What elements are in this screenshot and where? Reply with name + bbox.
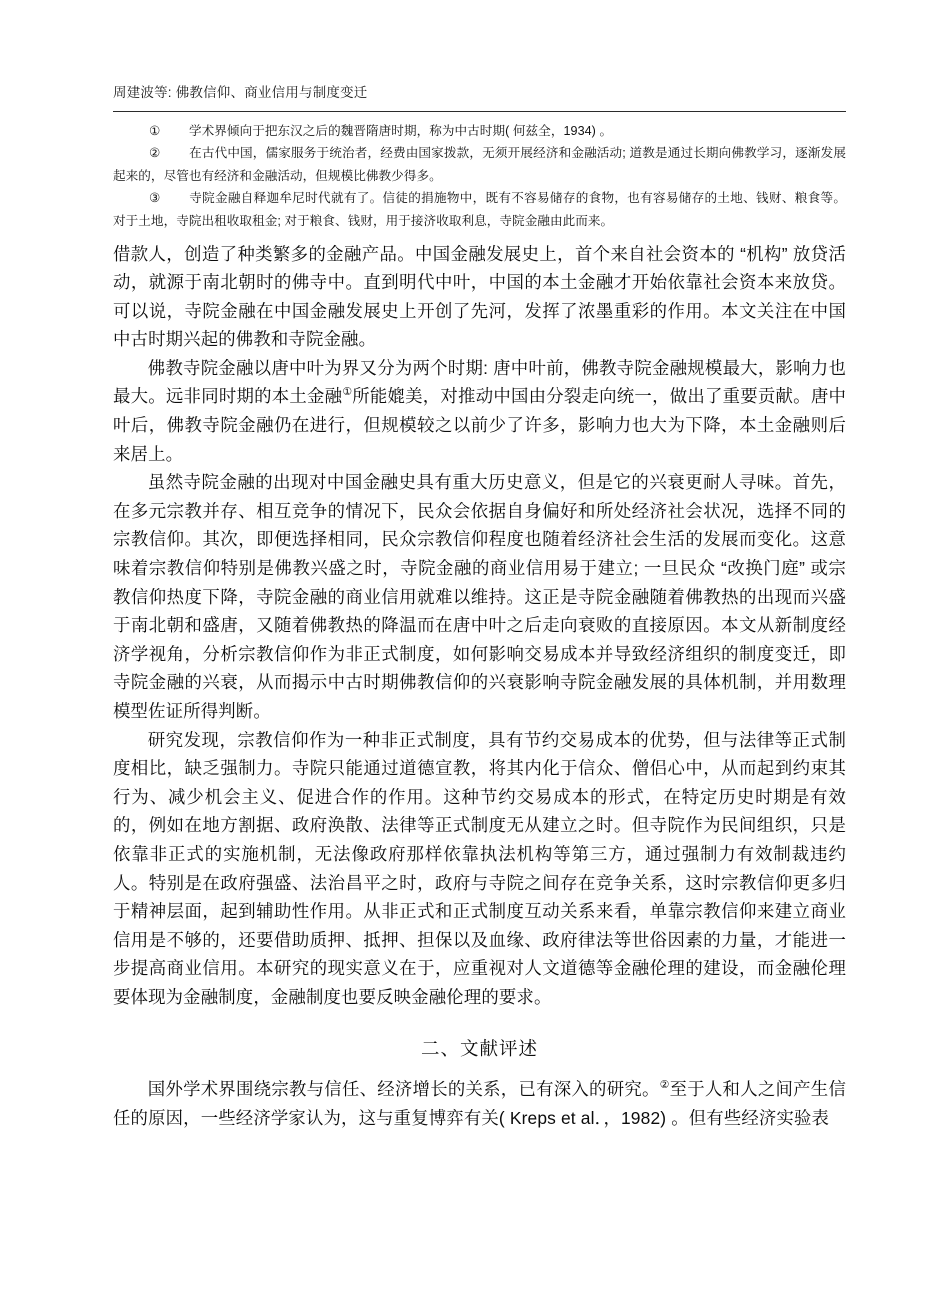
page-content-column [113, 0, 846, 1133]
footnote-item-1 [113, 120, 846, 143]
footnote-marker-2: ② [149, 146, 161, 161]
paragraph-continuation: 借款人，创造了种类繁多的金融产品。中国金融发展史上，首个来自社会资本的 “机构” 放贷活动，就源于南北朝时的佛寺中。直到明代中叶，中国的本土金融才开始依靠社会资本来放贷。可以说，寺院金融在中国金融发展史上开创了先河，发挥了浓墨重彩的作用。本文关注在中国中古时期兴起的佛教和寺院金融。 [113, 243, 846, 350]
footnote-text-3: 寺院金融自释迦牟尼时代就有了。信徒的捐施物中，既有不容易储存的食物，也有容易储存的土地、钱财、粮食等。对于土地，寺院出租收取租金; 对于粮食、钱财，用于接济收取利息，寺院金融由此而来。 [113, 191, 846, 228]
footnote-text-2: 在古代中国，儒家服务于统治者，经费由国家拨款，无须开展经济和金融活动; 道教是通过长期向佛教学习，逐渐发展起来的，尽管也有经济和金融活动，但规模比佛教少得多。 [113, 146, 846, 183]
footnote-marker-3: ③ [149, 191, 161, 206]
section-heading-literature-review: 二、文献评述 [420, 1037, 538, 1059]
body-text-block [113, 240, 846, 1133]
footnote-reference-1[interactable]: ① [342, 386, 353, 399]
footnote-text-1: 学术界倾向于把东汉之后的魏晋隋唐时期，称为中古时期( 何兹全，1934) 。 [189, 123, 613, 138]
paragraph-text-part-1: 佛教寺院金融以唐中叶为界又分为两个时期: 唐中叶前，佛教寺院金融规模最大，影响力也最大。远非同时期的本土金融 [113, 357, 846, 407]
paragraph-text-part-2: 所能媲美，对推动中国由分裂走向统一，做出了重要贡献。唐中叶后，佛教寺院金融仍在进行，但规模较之以前少了许多，影响力也大为下降，本土金融则后来居上。 [113, 386, 847, 464]
paragraph-research-findings: 研究发现，宗教信仰作为一种非正式制度，具有节约交易成本的优势，但与法律等正式制度相比，缺乏强制力。寺院只能通过道德宣教，将其内化于信众、僧侣心中，从而起到约束其行为、减少机会主义、促进合作的作用。这种节约交易成本的形式，在特定历史时期是有效的，例如在地方割据、政府涣散、法律等正式制度无从建立之时。但寺院作为民间组织，只是依靠非正式的实施机制，无法像政府那样依靠执法机构等第三方，通过强制力有效制裁违约人。特别是在政府强盛、法治昌平之时，政府与寺院之间存在竞争关系，这时宗教信仰更多归于精神层面，起到辅助性作用。从非正式和正式制度互动关系来看，单靠宗教信仰来建立商业信用是不够的，还要借助质押、抵押、担保以及血缘、政府律法等世俗因素的力量，才能进一步提高商业信用。本研究的现实意义在于，应重视对人文道德等金融伦理的建设，而金融伦理要体现为金融制度，金融制度也要反映金融伦理的要求。 [113, 729, 846, 1007]
footnote-block [113, 120, 846, 233]
header-divider-rule [113, 111, 846, 112]
paragraph-rise-and-fall: 虽然寺院金融的出现对中国金融史具有重大历史意义，但是它的兴衰更耐人寻味。首先，在多元宗教并存、相互竞争的情况下，民众会依据自身偏好和所处经济社会状况，选择不同的宗教信仰。其次，即便选择相同，民众宗教信仰程度也随着经济社会生活的发展而变化。这意味着宗教信仰特别是佛教兴盛之时，寺院金融的商业信用易于建立; 一旦民众 “改换门庭” 或宗教信仰热度下降，寺院金融的商业信用就难以维持。这正是寺院金融随着佛教热的出现而兴盛于南北朝和盛唐，又随着佛教热的降温而在唐中叶之后走向衰败的直接原因。本文从新制度经济学视角，分析宗教信仰作为非正式制度，如何影响交易成本并导致经济组织的制度变迁，即寺院金融的兴衰，从而揭示中古时期佛教信仰的兴衰影响寺院金融发展的具体机制，并用数理模型佐证所得判断。 [113, 472, 846, 722]
closing-text-part-1: 国外学术界围绕宗教与信任、经济增长的关系，已有深入的研究。 [147, 1079, 660, 1100]
footnote-reference-2[interactable]: ② [659, 1079, 670, 1092]
running-header: 周建波等: 佛教信仰、商业信用与制度变迁 [113, 85, 368, 100]
footnote-item-3 [113, 187, 846, 232]
footnote-marker-1: ① [149, 123, 161, 138]
paragraph-literature-intro [113, 1075, 846, 1132]
closing-text-part-2: 至于人和人之间产生信任的原因，一些经济学家认为，这与重复博弈有关( Kreps et al．，1982) 。但有些经济实验表 [113, 1079, 846, 1129]
footnote-item-2 [113, 142, 846, 187]
paragraph-buddhist-monastery-finance [113, 354, 846, 468]
